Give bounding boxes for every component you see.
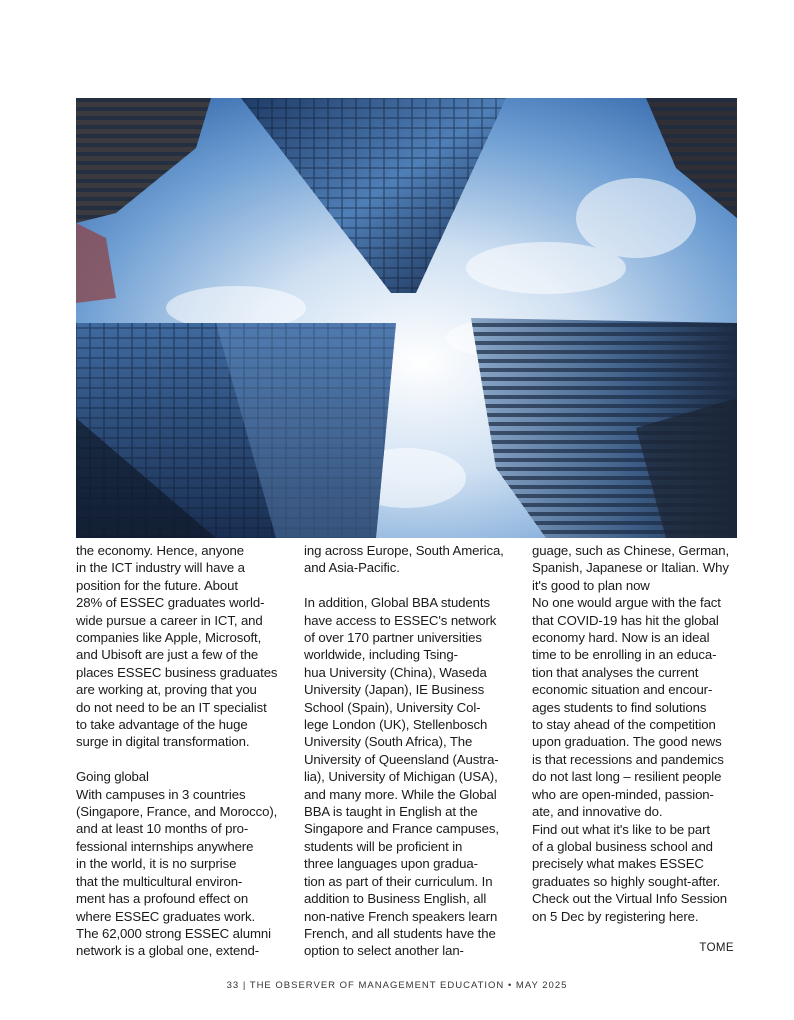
text-line: and Asia-Pacific. — [304, 560, 400, 576]
text-line: wide pursue a career in ICT, and — [76, 612, 263, 628]
text-line: tion that analyses the current — [532, 664, 699, 680]
text-line: ages students to find solutions — [532, 699, 707, 715]
text-line: The 62,000 strong ESSEC alumni — [76, 925, 271, 941]
text-line: upon graduation. The good news — [532, 734, 722, 750]
text-line: lege London (UK), Stellenbosch — [304, 717, 488, 733]
text-line: ing across Europe, South America, — [304, 543, 504, 558]
text-line: ment has a profound effect on — [76, 891, 249, 907]
text-line: of a global business school and — [532, 838, 713, 854]
text-line: No one would argue with the fact — [532, 595, 721, 611]
text-line: French, and all students have the — [304, 925, 496, 941]
text-line: places ESSEC business graduates — [76, 664, 278, 680]
text-line: do not need to be an IT specialist — [76, 699, 267, 715]
text-line: Singapore and France campuses, — [304, 821, 499, 837]
text-line: University (Japan), IE Business — [304, 682, 485, 698]
text-line: BBA is taught in English at the — [304, 804, 478, 820]
text-line: three languages upon gradua- — [304, 856, 478, 872]
text-line: guage, such as Chinese, German, — [532, 543, 730, 558]
text-line: in the world, it is no surprise — [76, 856, 237, 872]
text-line: in the ICT industry will have a — [76, 560, 245, 576]
text-line: is that recessions and pandemics — [532, 751, 724, 767]
text-line: to stay ahead of the competition — [532, 717, 716, 733]
paragraph-gap — [76, 751, 296, 768]
text-line: School (Spain), University Col- — [304, 699, 481, 715]
text-line: precisely what makes ESSEC — [532, 856, 704, 872]
text-line: lia), University of Michigan (USA), — [304, 769, 498, 785]
text-line: and at least 10 months of pro- — [76, 821, 249, 837]
text-line: fessional internships anywhere — [76, 838, 254, 854]
text-line: tion as part of their curriculum. In — [304, 873, 493, 889]
text-line: (Singapore, France, and Morocco), — [76, 804, 278, 820]
text-line: ate, and innovative do. — [532, 804, 663, 820]
footer-separator: | — [242, 980, 247, 991]
text-line: hua University (China), Waseda — [304, 664, 487, 680]
text-line: Spanish, Japanese or Italian. Why — [532, 560, 729, 576]
text-line: 28% of ESSEC graduates world- — [76, 595, 265, 611]
text-line: and many more. While the Global — [304, 786, 497, 802]
text-line: Check out the Virtual Info Session — [532, 891, 728, 907]
text-line: University of Queensland (Austra- — [304, 751, 499, 767]
footer-dot: • — [507, 980, 513, 991]
author-byline: TOME — [699, 942, 734, 954]
text-line: are working at, proving that you — [76, 682, 257, 698]
article-column-3 — [532, 542, 744, 925]
text-line: and Ubisoft are just a few of the — [76, 647, 259, 663]
text-line: In addition, Global BBA students — [304, 595, 490, 611]
text-line: to take advantage of the huge — [76, 717, 248, 733]
article-column-1 — [76, 542, 296, 960]
section-heading: it's good to plan now — [532, 577, 650, 593]
text-line: worldwide, including Tsing- — [304, 647, 458, 663]
text-line: the economy. Hence, anyone — [76, 543, 244, 558]
text-line: have access to ESSEC's network — [304, 612, 497, 628]
text-line: that the multicultural environ- — [76, 873, 243, 889]
publication-name: THE OBSERVER OF MANAGEMENT EDUCATION — [249, 980, 505, 991]
text-line: Find out what it's like to be part — [532, 821, 710, 837]
text-line: do not last long – resilient people — [532, 769, 722, 785]
text-line: on 5 Dec by registering here. — [532, 908, 699, 924]
text-line: that COVID-19 has hit the global — [532, 612, 719, 628]
section-heading: Going global — [76, 769, 149, 785]
text-line: option to select another lan- — [304, 943, 464, 959]
page-number: 33 — [226, 980, 240, 991]
text-line: economy hard. Now is an ideal — [532, 630, 710, 646]
text-line: economic situation and encour- — [532, 682, 713, 698]
text-line: who are open-minded, passion- — [532, 786, 714, 802]
text-line: graduates so highly sought-after. — [532, 873, 721, 889]
text-line: students will be proficient in — [304, 838, 463, 854]
text-line: network is a global one, extend- — [76, 943, 260, 959]
paragraph-gap — [304, 577, 518, 594]
page-footer — [0, 980, 794, 991]
text-line: where ESSEC graduates work. — [76, 908, 256, 924]
text-line: surge in digital transformation. — [76, 734, 250, 750]
text-line: position for the future. About — [76, 577, 238, 593]
issue-date: MAY 2025 — [515, 980, 568, 991]
text-line: With campuses in 3 countries — [76, 786, 246, 802]
text-line: time to be enrolling in an educa- — [532, 647, 717, 663]
text-line: University (South Africa), The — [304, 734, 473, 750]
text-line: companies like Apple, Microsoft, — [76, 630, 262, 646]
text-line: of over 170 partner universities — [304, 630, 482, 646]
article-column-2 — [304, 542, 518, 960]
text-line: addition to Business English, all — [304, 891, 487, 907]
skyscrapers-photo — [76, 98, 737, 538]
text-line: non-native French speakers learn — [304, 908, 498, 924]
